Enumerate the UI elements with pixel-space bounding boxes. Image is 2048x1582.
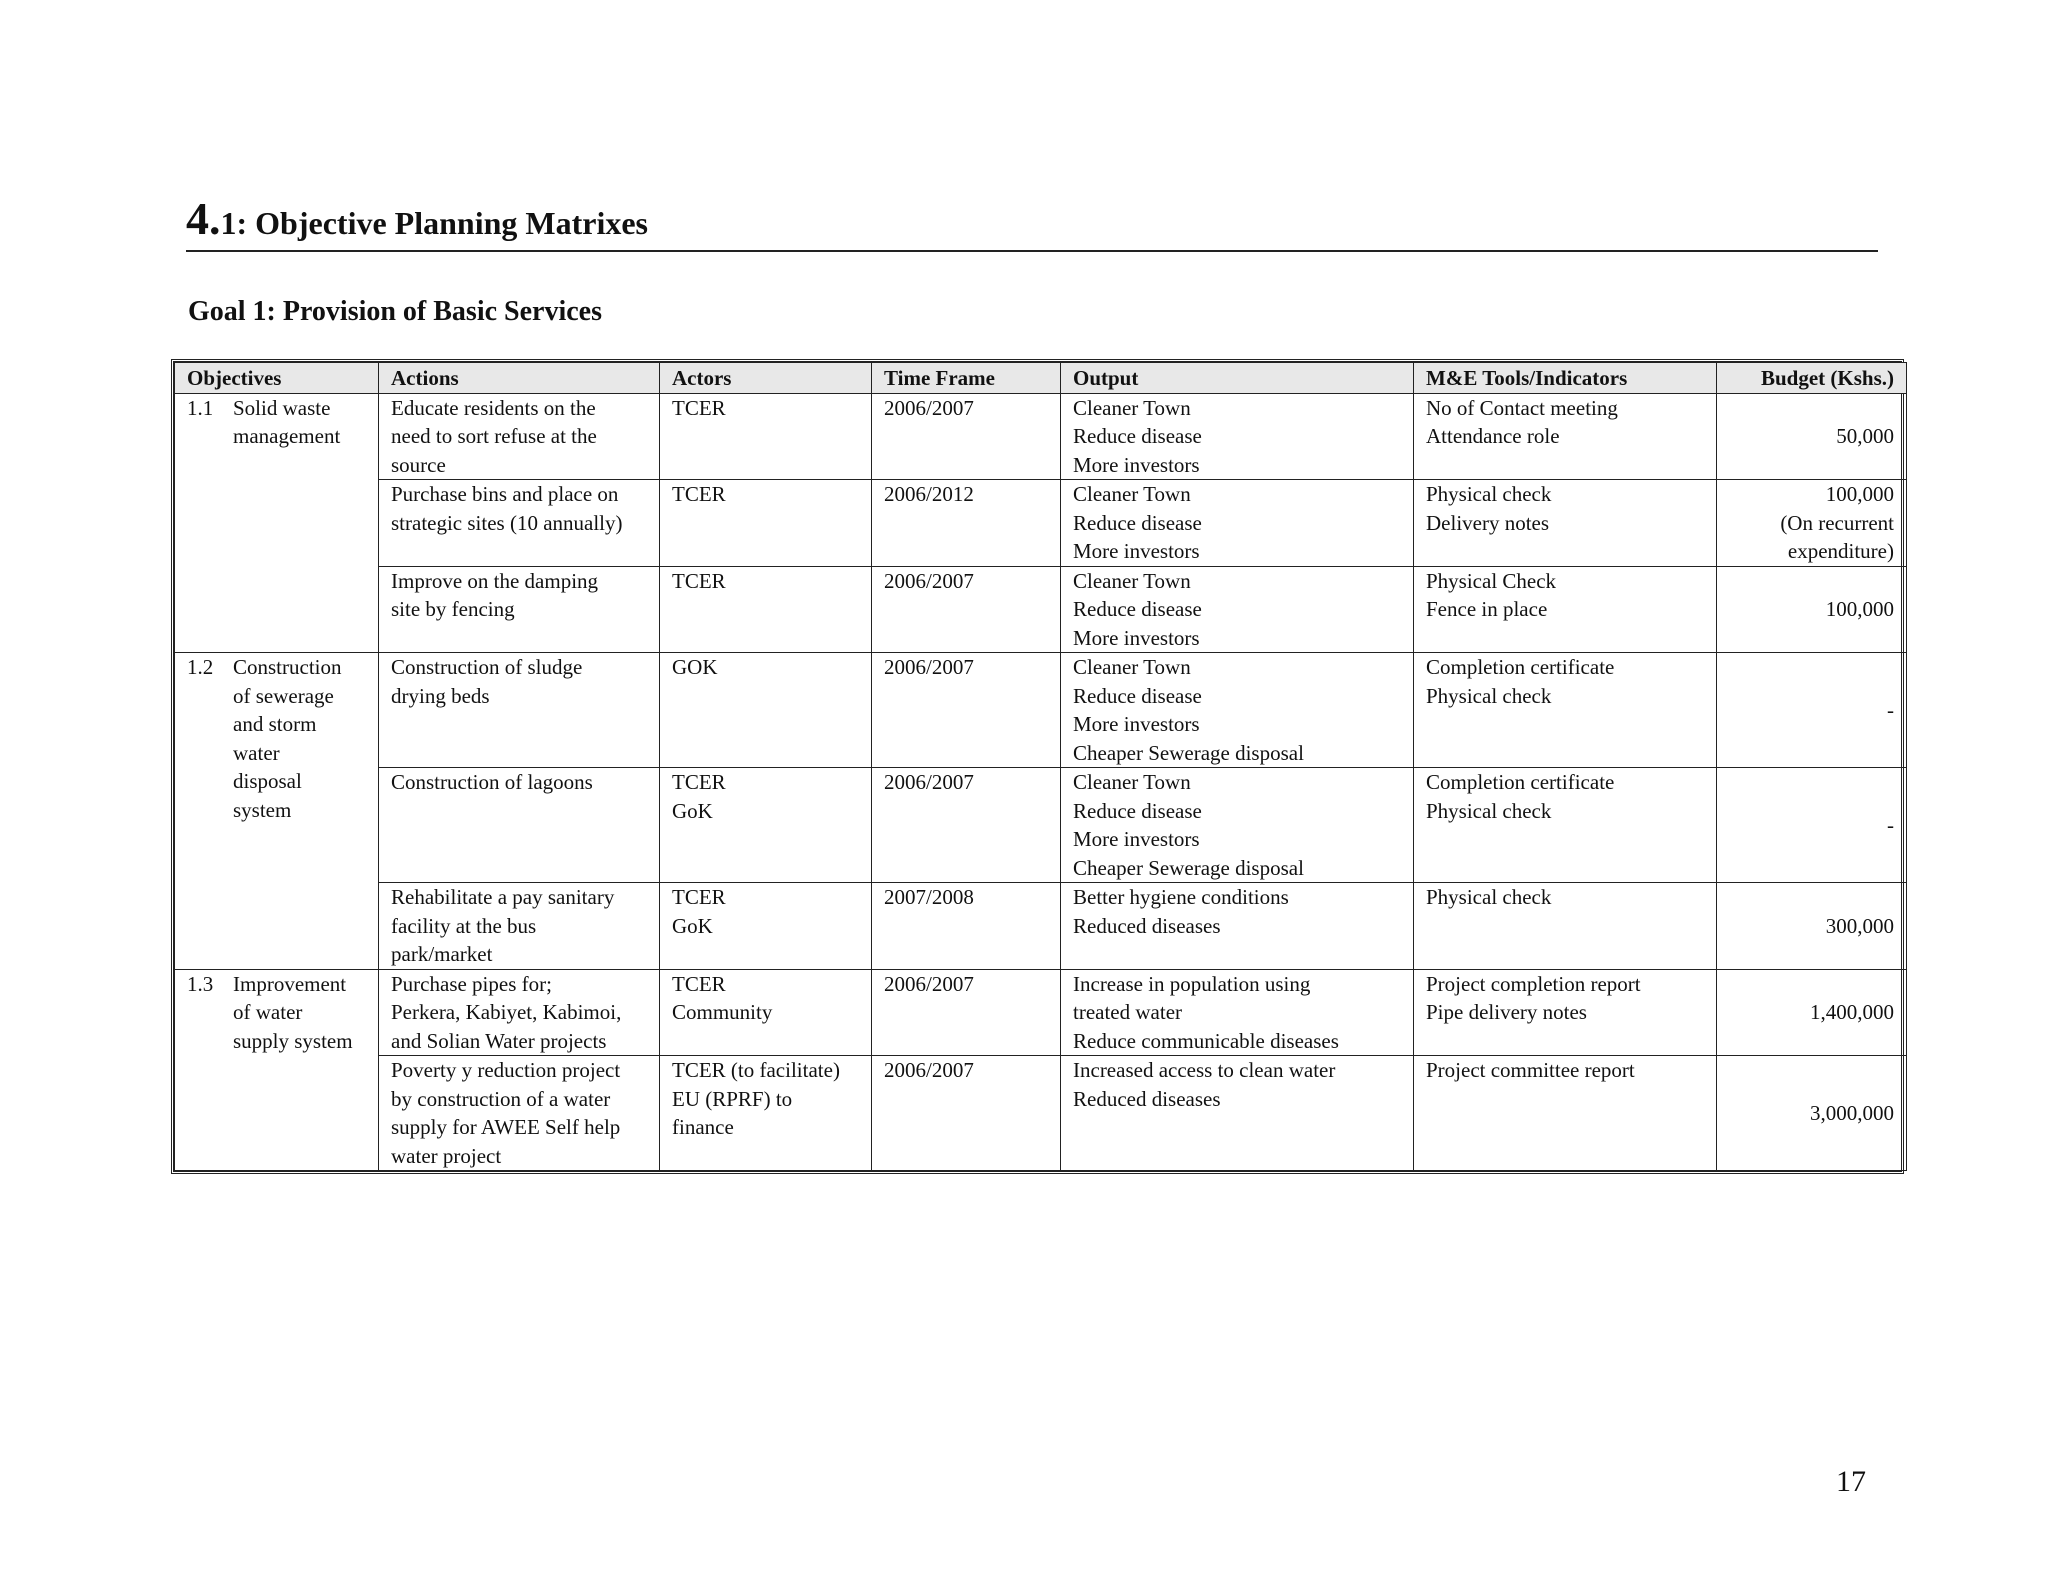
header-budget: Budget (Kshs.) bbox=[1717, 363, 1907, 394]
cell-output-line: Cleaner Town bbox=[1073, 482, 1191, 506]
cell-me-tools-line: No of Contact meeting bbox=[1426, 395, 1618, 420]
cell-output-line: Cleaner Town bbox=[1073, 770, 1191, 794]
cell-me-tools-line: Physical Check bbox=[1426, 568, 1557, 593]
cell-actors bbox=[660, 768, 872, 883]
cell-output bbox=[1061, 1056, 1414, 1171]
cell-output-line: Reduce disease bbox=[1073, 798, 1202, 823]
cell-actors-line: EU (RPRF) to bbox=[672, 1086, 793, 1111]
cell-output bbox=[1061, 653, 1414, 768]
cell-time-frame bbox=[872, 393, 1061, 480]
cell-budget bbox=[1717, 566, 1907, 653]
cell-actions bbox=[379, 883, 660, 970]
cell-time-frame-line: 2006/2007 bbox=[884, 770, 974, 794]
cell-time-frame bbox=[872, 653, 1061, 768]
cell-actions-line: Construction of sludge bbox=[391, 655, 583, 679]
cell-output-line: Reduced diseases bbox=[1073, 1086, 1221, 1111]
cell-output bbox=[1061, 393, 1414, 480]
cell-output bbox=[1061, 480, 1414, 567]
header-time-frame: Time Frame bbox=[872, 363, 1061, 394]
cell-output-line: Increase in population using bbox=[1073, 971, 1311, 996]
cell-output bbox=[1061, 768, 1414, 883]
table-header-row bbox=[175, 363, 1907, 394]
cell-output-line: Better hygiene conditions bbox=[1073, 885, 1289, 909]
cell-output-line: Reduce communicable diseases bbox=[1073, 1028, 1339, 1053]
cell-actions-line: Educate residents on the bbox=[391, 395, 596, 420]
cell-output-line: treated water bbox=[1073, 1000, 1183, 1024]
cell-time-frame bbox=[872, 969, 1061, 1056]
objective-text-line: and storm bbox=[233, 712, 317, 736]
cell-output-line: Increased access to clean water bbox=[1073, 1058, 1336, 1082]
objective-text-line: system bbox=[233, 797, 292, 822]
section-number-sub: 1: bbox=[220, 205, 248, 241]
cell-me-tools-line: Physical check bbox=[1426, 885, 1552, 909]
cell-actions-line: strategic sites (10 annually) bbox=[391, 510, 623, 535]
header-actions: Actions bbox=[379, 363, 660, 394]
cell-time-frame-line: 2006/2007 bbox=[884, 655, 974, 679]
cell-budget-line: (On recurrent bbox=[1780, 510, 1894, 535]
cell-budget-line: 3,000,000 bbox=[1810, 1100, 1894, 1125]
cell-time-frame bbox=[872, 480, 1061, 567]
cell-actions-line: Purchase bins and place on bbox=[391, 482, 619, 506]
cell-actions-line: park/market bbox=[391, 942, 493, 966]
cell-output-line: Reduce disease bbox=[1073, 424, 1202, 448]
cell-actions-line: source bbox=[391, 452, 446, 477]
cell-time-frame-line: 2006/2007 bbox=[884, 568, 974, 593]
cell-actors-line: finance bbox=[672, 1115, 734, 1139]
cell-actions bbox=[379, 768, 660, 883]
cell-output-line: Reduce disease bbox=[1073, 597, 1202, 621]
section-title: Objective Planning Matrixes bbox=[255, 205, 648, 241]
cell-me-tools-line: Delivery notes bbox=[1426, 510, 1550, 535]
cell-me-tools bbox=[1414, 883, 1717, 970]
cell-actions-line: Rehabilitate a pay sanitary bbox=[391, 885, 615, 909]
cell-actors-line: GoK bbox=[672, 913, 713, 938]
cell-me-tools bbox=[1414, 393, 1717, 480]
cell-time-frame bbox=[872, 768, 1061, 883]
cell-actions-line: water project bbox=[391, 1143, 502, 1168]
cell-me-tools-line: Fence in place bbox=[1426, 597, 1548, 621]
cell-actions bbox=[379, 566, 660, 653]
cell-time-frame-line: 2006/2007 bbox=[884, 1058, 974, 1082]
objective-text-line: Solid waste bbox=[233, 395, 331, 420]
cell-budget-line: - bbox=[1887, 697, 1894, 722]
objective-number: 1.3 bbox=[187, 971, 214, 996]
cell-me-tools bbox=[1414, 969, 1717, 1056]
cell-objective bbox=[175, 653, 379, 970]
cell-me-tools-line: Project committee report bbox=[1426, 1058, 1635, 1082]
cell-time-frame-line: 2006/2007 bbox=[884, 395, 974, 420]
cell-actions-line: Improve on the damping bbox=[391, 568, 599, 593]
section-heading bbox=[186, 193, 1878, 252]
cell-output-line: More investors bbox=[1073, 712, 1200, 736]
objective-text-line: management bbox=[233, 424, 341, 448]
objective-text-line: water bbox=[233, 740, 280, 765]
cell-output-line: Reduce disease bbox=[1073, 510, 1202, 535]
table-row bbox=[175, 480, 1907, 567]
cell-actions-line: and Solian Water projects bbox=[391, 1028, 607, 1053]
cell-budget bbox=[1717, 768, 1907, 883]
cell-me-tools bbox=[1414, 480, 1717, 567]
cell-output-line: Cleaner Town bbox=[1073, 655, 1191, 679]
cell-budget-line: expenditure) bbox=[1787, 539, 1894, 563]
table-body bbox=[175, 393, 1907, 1171]
cell-output-line: More investors bbox=[1073, 827, 1200, 851]
cell-actors-line: Community bbox=[672, 1000, 773, 1024]
cell-me-tools bbox=[1414, 768, 1717, 883]
cell-actions-line: site by fencing bbox=[391, 597, 515, 621]
cell-actors-line: TCER bbox=[672, 568, 726, 593]
cell-me-tools-line: Physical check bbox=[1426, 798, 1552, 823]
cell-me-tools-line: Completion certificate bbox=[1426, 655, 1615, 679]
planning-matrix bbox=[171, 359, 1904, 1174]
cell-actors-line: TCER bbox=[672, 395, 726, 420]
cell-me-tools-line: Completion certificate bbox=[1426, 770, 1615, 794]
objective-number: 1.2 bbox=[187, 655, 214, 679]
cell-budget-line: 100,000 bbox=[1825, 482, 1894, 506]
cell-output-line: Cheaper Sewerage disposal bbox=[1073, 855, 1304, 880]
cell-budget-line: 300,000 bbox=[1825, 913, 1894, 938]
cell-output-line: More investors bbox=[1073, 539, 1200, 563]
cell-actions-line: by construction of a water bbox=[391, 1086, 611, 1111]
cell-objective bbox=[175, 393, 379, 653]
header-actors: Actors bbox=[660, 363, 872, 394]
page-number: 17 bbox=[1836, 1465, 1866, 1498]
cell-objective bbox=[175, 969, 379, 1171]
cell-actions bbox=[379, 653, 660, 768]
section-number-main: 4. bbox=[186, 193, 221, 244]
cell-actors bbox=[660, 969, 872, 1056]
cell-actions-line: need to sort refuse at the bbox=[391, 424, 597, 448]
cell-me-tools-line: Attendance role bbox=[1426, 424, 1560, 448]
cell-actors-line: TCER bbox=[672, 971, 726, 996]
cell-time-frame-line: 2006/2007 bbox=[884, 971, 974, 996]
table-row bbox=[175, 566, 1907, 653]
cell-budget bbox=[1717, 653, 1907, 768]
cell-output bbox=[1061, 566, 1414, 653]
cell-actors-line: TCER bbox=[672, 885, 726, 909]
cell-actors-line: TCER bbox=[672, 482, 726, 506]
cell-actions bbox=[379, 393, 660, 480]
cell-actions-line: Construction of lagoons bbox=[391, 770, 593, 794]
cell-time-frame bbox=[872, 883, 1061, 970]
cell-actions-line: Poverty y reduction project bbox=[391, 1058, 621, 1082]
cell-output-line: Cleaner Town bbox=[1073, 568, 1191, 593]
cell-budget bbox=[1717, 883, 1907, 970]
objective-text-line: of sewerage bbox=[233, 683, 334, 708]
table-row bbox=[175, 768, 1907, 883]
objective-text-line: disposal bbox=[233, 769, 302, 793]
cell-budget-line: - bbox=[1887, 812, 1894, 837]
cell-output bbox=[1061, 969, 1414, 1056]
objective-text-line: Construction bbox=[233, 655, 342, 679]
cell-me-tools-line: Physical check bbox=[1426, 482, 1552, 506]
cell-budget bbox=[1717, 969, 1907, 1056]
cell-actors-line: TCER (to facilitate) bbox=[672, 1058, 840, 1082]
cell-actions-line: Purchase pipes for; bbox=[391, 971, 552, 996]
header-objectives: Objectives bbox=[175, 363, 379, 394]
cell-output-line: More investors bbox=[1073, 452, 1200, 477]
cell-output bbox=[1061, 883, 1414, 970]
cell-actions-line: supply for AWEE Self help bbox=[391, 1115, 621, 1139]
cell-me-tools-line: Pipe delivery notes bbox=[1426, 1000, 1587, 1024]
cell-budget bbox=[1717, 1056, 1907, 1171]
cell-output-line: More investors bbox=[1073, 625, 1200, 650]
goal-title: Goal 1: Provision of Basic Services bbox=[188, 296, 602, 327]
cell-output-line: Cleaner Town bbox=[1073, 395, 1191, 420]
cell-actors-line: GoK bbox=[672, 798, 713, 823]
cell-actions bbox=[379, 480, 660, 567]
header-output: Output bbox=[1061, 363, 1414, 394]
cell-actors bbox=[660, 566, 872, 653]
cell-actions-line: drying beds bbox=[391, 683, 490, 708]
cell-me-tools bbox=[1414, 1056, 1717, 1171]
cell-time-frame bbox=[872, 566, 1061, 653]
cell-output-line: Reduce disease bbox=[1073, 683, 1202, 708]
cell-actors-line: TCER bbox=[672, 770, 726, 794]
table-row bbox=[175, 1056, 1907, 1171]
cell-me-tools bbox=[1414, 566, 1717, 653]
cell-budget-line: 100,000 bbox=[1825, 597, 1894, 621]
objective-text-line: Improvement bbox=[233, 971, 347, 996]
objective-text-line: supply system bbox=[233, 1028, 353, 1053]
table-row bbox=[175, 393, 1907, 480]
cell-actors bbox=[660, 1056, 872, 1171]
cell-time-frame bbox=[872, 1056, 1061, 1171]
cell-actions-line: facility at the bus bbox=[391, 913, 537, 938]
table-row bbox=[175, 653, 1907, 768]
cell-me-tools bbox=[1414, 653, 1717, 768]
cell-time-frame-line: 2006/2012 bbox=[884, 482, 974, 506]
cell-actors bbox=[660, 883, 872, 970]
table-row bbox=[175, 969, 1907, 1056]
cell-actors bbox=[660, 480, 872, 567]
cell-budget-line: 50,000 bbox=[1836, 424, 1894, 448]
cell-budget-line: 1,400,000 bbox=[1810, 1000, 1894, 1024]
cell-budget bbox=[1717, 393, 1907, 480]
cell-actions-line: Perkera, Kabiyet, Kabimoi, bbox=[391, 1000, 622, 1024]
objective-number: 1.1 bbox=[187, 395, 214, 420]
cell-me-tools-line: Project completion report bbox=[1426, 971, 1641, 996]
cell-actors-line: GOK bbox=[672, 655, 718, 679]
header-me-tools: M&E Tools/Indicators bbox=[1414, 363, 1717, 394]
cell-actions bbox=[379, 1056, 660, 1171]
cell-actors bbox=[660, 393, 872, 480]
cell-me-tools-line: Physical check bbox=[1426, 683, 1552, 708]
objective-text-line: of water bbox=[233, 1000, 303, 1024]
cell-actions bbox=[379, 969, 660, 1056]
cell-output-line: Cheaper Sewerage disposal bbox=[1073, 740, 1304, 765]
table-row bbox=[175, 883, 1907, 970]
cell-actors bbox=[660, 653, 872, 768]
cell-output-line: Reduced diseases bbox=[1073, 913, 1221, 938]
cell-budget bbox=[1717, 480, 1907, 567]
cell-time-frame-line: 2007/2008 bbox=[884, 885, 974, 909]
